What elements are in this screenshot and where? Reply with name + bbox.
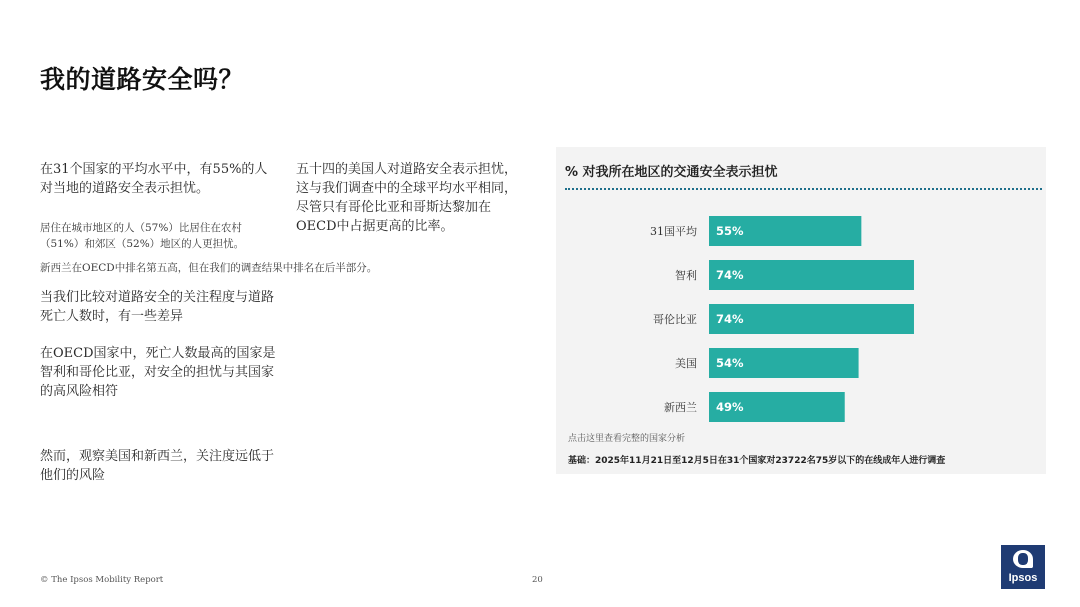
comparison-text: 当我们比较对道路安全的关注程度与道路死亡人数时，有一些差异 bbox=[40, 290, 275, 324]
ipsos-logo bbox=[1001, 545, 1045, 589]
bar-chart bbox=[556, 147, 1046, 474]
footer-copyright: © The Ipsos Mobility Report bbox=[40, 575, 164, 585]
value-label-2: 74% bbox=[716, 312, 744, 326]
category-label-1: 智利 bbox=[675, 269, 697, 282]
page-number: 20 bbox=[532, 575, 543, 585]
category-label-0: 31国平均 bbox=[650, 225, 697, 238]
value-label-1: 74% bbox=[716, 268, 744, 282]
logo-mark-cutout bbox=[1018, 553, 1028, 565]
chart-panel bbox=[556, 147, 1046, 474]
value-label-3: 54% bbox=[716, 356, 744, 370]
chart-title: % 对我所在地区的交通安全表示担忧 bbox=[565, 165, 778, 180]
us-concern-text: 五十四的美国人对道路安全表示担忧，这与我们调查中的全球平均水平相同，尽管只有哥伦比亚和哥斯达黎加在OECD中占据更高的比率。 bbox=[296, 162, 518, 234]
value-label-4: 49% bbox=[716, 400, 744, 414]
left-text-column bbox=[40, 160, 378, 485]
logo-text: Ipsos bbox=[1008, 572, 1038, 584]
new-zealand-note: 新西兰在OECD中排名第五高，但在我们的调查结果中排名在后半部分。 bbox=[40, 262, 378, 274]
category-label-4: 新西兰 bbox=[664, 401, 697, 414]
value-label-0: 55% bbox=[716, 224, 744, 238]
average-concern-text: 在31个国家的平均水平中，有55%的人对当地的道路安全表示担忧。 bbox=[40, 162, 268, 196]
survey-base-note: 基础：2025年11月21日至12月5日在31个国家对23722名75岁以下的在线成年人进行调查 bbox=[568, 456, 946, 466]
however-text: 然而，观察美国和新西兰，关注度远低于他们的风险 bbox=[40, 449, 275, 483]
middle-text-column bbox=[296, 160, 518, 236]
page-title: 我的道路安全吗？ bbox=[40, 65, 245, 94]
category-label-2: 哥伦比亚 bbox=[653, 313, 697, 326]
country-analysis-link[interactable]: 点击这里查看完整的国家分析 bbox=[568, 434, 686, 444]
urban-rural-note: 居住在城市地区的人（57%）比居住在农村（51%）和郊区（52%）地区的人更担忧。 bbox=[40, 222, 245, 250]
oecd-text: 在OECD国家中，死亡人数最高的国家是智利和哥伦比亚，对安全的担忧与其国家的高风险相符 bbox=[40, 346, 276, 399]
category-label-3: 美国 bbox=[675, 357, 697, 370]
